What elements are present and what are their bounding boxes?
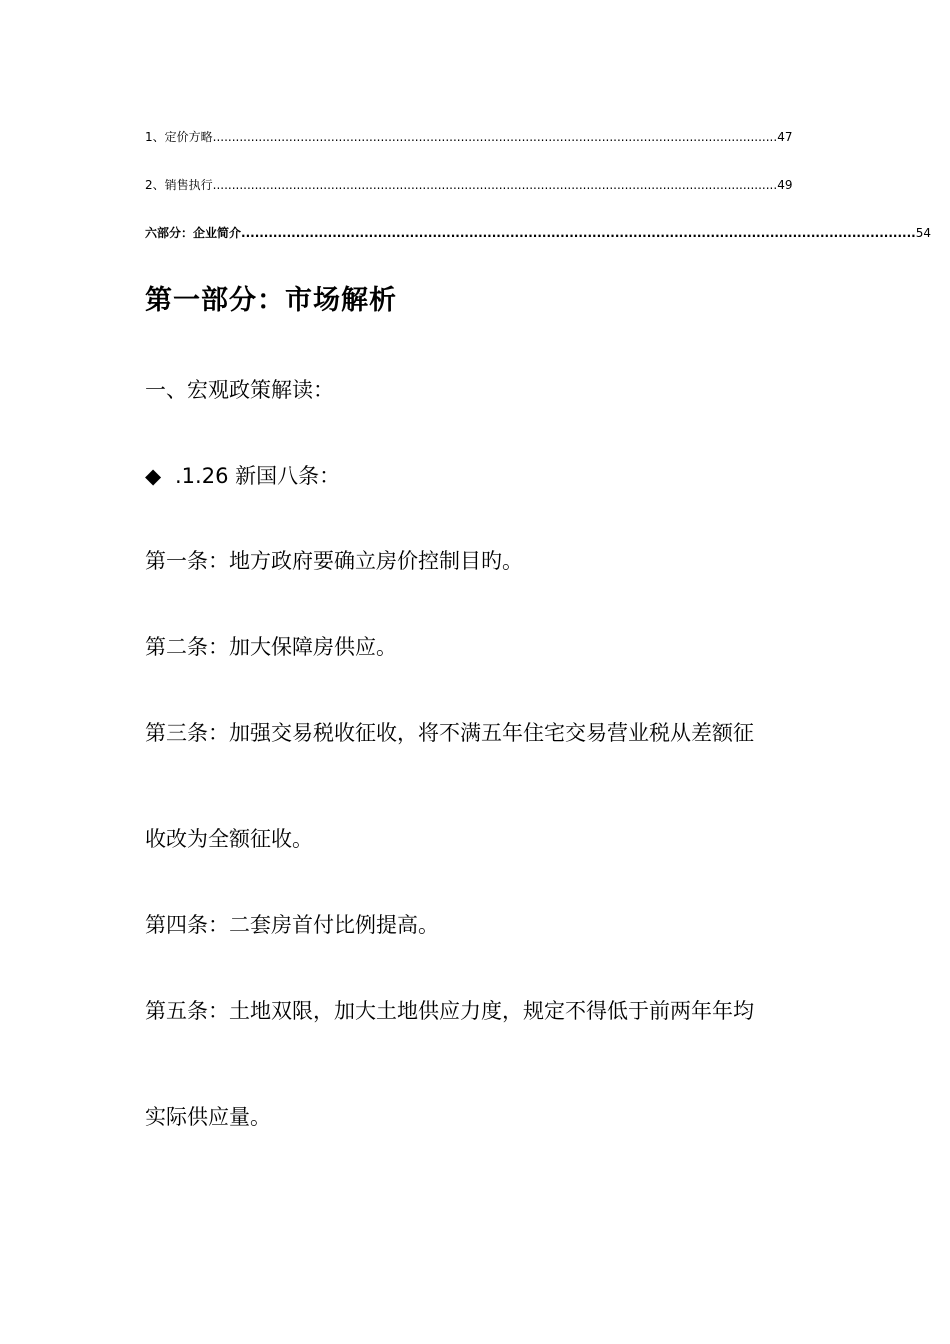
diamond-bullet-icon: ◆ <box>145 464 162 488</box>
toc-entry[interactable] <box>145 129 793 145</box>
section-title: 一、宏观政策解读： <box>145 378 334 402</box>
toc-leader: .................................................................................................................................................... <box>241 226 916 240</box>
toc-entry-label: 1、定价方略 <box>145 130 213 144</box>
toc-entry[interactable] <box>145 177 793 193</box>
article-line: 第三条：加强交易税收征收，将不满五年住宅交易营业税从差额征 <box>145 721 754 745</box>
toc-entry-label: 六部分：企业简介 <box>145 226 242 240</box>
toc-entry-page: 54 <box>915 226 931 240</box>
article-line: 第一条：地方政府要确立房价控制目旳。 <box>145 549 523 573</box>
article-line: 第五条：土地双限，加大土地供应力度，规定不得低于前两年年均 <box>145 999 754 1023</box>
toc-leader: .................................................................................................................................................... <box>212 178 778 192</box>
toc-entry-page: 49 <box>777 178 793 192</box>
article-line: 第二条：加大保障房供应。 <box>145 635 397 659</box>
bullet-text: .1.26 新国八条： <box>175 464 341 488</box>
article-line: 收改为全额征收。 <box>145 827 313 851</box>
article-line: 实际供应量。 <box>145 1105 271 1129</box>
article-line: 第四条：二套房首付比例提高。 <box>145 913 439 937</box>
page-heading: 第一部分：市场解析 <box>145 285 397 316</box>
toc-leader: .................................................................................................................................................... <box>212 130 778 144</box>
toc-entry-page: 47 <box>777 130 793 144</box>
bullet-item <box>145 462 340 490</box>
toc-entry[interactable] <box>145 225 931 241</box>
toc-entry-label: 2、销售执行 <box>145 178 213 192</box>
